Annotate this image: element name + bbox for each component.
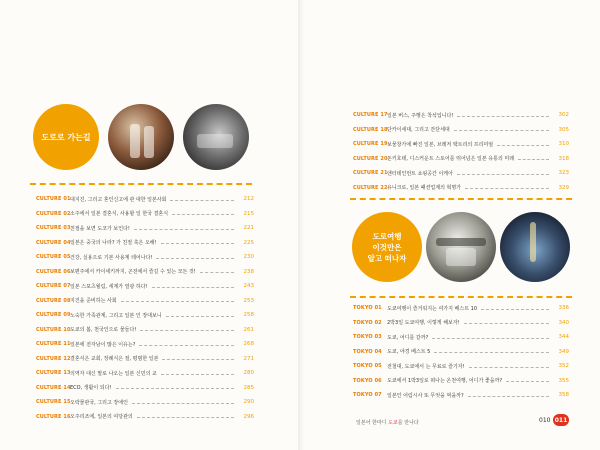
toc-leader	[161, 374, 234, 375]
toc-title: ECO, 생활이 되다!	[70, 385, 112, 392]
toc-tag: CULTURE 21	[353, 170, 388, 177]
toc-title: 일본 버스, 주행은 착석입니다!	[387, 112, 454, 119]
toc-leader	[434, 352, 549, 353]
toc-entry	[36, 294, 254, 309]
toc-page-number: 349	[558, 348, 569, 355]
toc-title: 전철대, 도쿄에서 는 무료로 즐기자!	[387, 363, 465, 370]
toc-leader	[132, 403, 234, 404]
toc-page-number: 230	[243, 254, 254, 261]
book-gutter	[298, 0, 304, 450]
toc-tag: TOKYO 03	[353, 334, 382, 341]
toc-entry	[36, 236, 254, 251]
right-dashed-rule	[350, 296, 572, 298]
toc-page-number: 344	[558, 334, 569, 341]
right-section-heading-circle	[352, 212, 422, 282]
toc-tag: CULTURE 07	[36, 283, 71, 290]
toc-title: 일본은 중국의 나라? 가 친절 혹은 오해!	[70, 240, 157, 247]
toc-entry	[36, 207, 254, 222]
toc-tag: CULTURE 17	[353, 112, 388, 119]
toc-page-number: 296	[243, 413, 254, 420]
toc-title: 엔터테인먼트 쇼핑공간 이케아	[387, 170, 453, 177]
right-top-dashed-rule	[350, 198, 572, 200]
toc-tag: CULTURE 22	[353, 184, 388, 191]
toc-title: 도쿄의 봄, 천국인으로 물들다!	[70, 327, 137, 334]
toc-tag: CULTURE 11	[36, 341, 71, 348]
toc-page-number: 280	[243, 370, 254, 377]
toc-tag: CULTURE 14	[36, 384, 71, 391]
toc-leader	[464, 323, 549, 324]
toc-title: 단카이세대, 그리고 잔단세대	[387, 127, 450, 134]
toc-leader	[469, 367, 549, 368]
toc-page-number: 258	[243, 312, 254, 319]
toc-tag: TOKYO 05	[353, 363, 382, 370]
toc-leader	[518, 159, 549, 160]
toc-page-number: 268	[243, 341, 254, 348]
toc-leader	[172, 214, 234, 215]
toc-leader	[152, 287, 234, 288]
toc-page-number: 253	[243, 297, 254, 304]
toc-entry	[36, 192, 254, 207]
running-footer	[356, 419, 419, 426]
toc-tag: CULTURE 16	[36, 413, 71, 420]
toc-title: 2박3일 도쿄여행, 이렇게 해보자!	[387, 320, 460, 327]
toc-page-number: 221	[243, 225, 254, 232]
toc-title: 일본인 어림시사 또 무엇을 먹을까?	[387, 392, 464, 399]
toc-leader	[465, 188, 549, 189]
toc-page-number: 355	[558, 377, 569, 384]
toc-tag: CULTURE 03	[36, 225, 71, 232]
toc-title: 오락물관국, 그리고 장애인	[70, 399, 128, 406]
toc-entry	[353, 330, 569, 345]
toc-title: 도쿄여행이 즐거워지는 여가지 베스트 10	[387, 305, 478, 312]
left-toc-list	[36, 192, 254, 424]
toc-page-number: 340	[558, 319, 569, 326]
toc-title: 일본 스포츠월림, 세계가 열광 하다!	[70, 283, 148, 290]
footer-text-after: 를 만나다	[397, 420, 419, 426]
toc-title: 보편주에서 카이세키까지, 곤전에서 즐길 수 있는 모든 것!	[70, 269, 196, 276]
toc-tag: TOKYO 06	[353, 377, 382, 384]
toc-tag: CULTURE 01	[36, 196, 71, 203]
toc-leader	[139, 345, 234, 346]
toc-tag: CULTURE 05	[36, 254, 71, 261]
right-photo-night-city	[500, 212, 570, 282]
left-photo-shrine	[183, 104, 249, 170]
toc-page-number: 271	[243, 355, 254, 362]
toc-page-number: 318	[558, 155, 569, 162]
toc-page-number: 215	[243, 210, 254, 217]
toc-entry	[36, 395, 254, 410]
toc-entry	[353, 388, 569, 403]
toc-entry	[36, 352, 254, 367]
toc-title: 의역자 대신 말로 나오는 일본 신민의 교	[70, 370, 157, 377]
toc-entry	[353, 359, 569, 374]
toc-page-number: 238	[243, 268, 254, 275]
toc-tag: CULTURE 15	[36, 399, 71, 406]
toc-tag: CULTURE 08	[36, 297, 71, 304]
toc-page-number: 285	[243, 384, 254, 391]
toc-tag: CULTURE 20	[353, 155, 388, 162]
toc-title: 지진을 준비하는 사회	[70, 298, 117, 305]
left-section-heading: 도로로 가는길	[41, 132, 91, 142]
toc-leader	[116, 388, 234, 389]
right-heading-line-2: 이것만은	[372, 242, 402, 252]
toc-entry	[36, 221, 254, 236]
toc-title: 돈키호테, 디스커운트 스토어를 뛰어넘은 일본 유통의 미래	[387, 156, 515, 163]
toc-leader	[454, 130, 549, 131]
toc-entry	[353, 108, 569, 123]
toc-page-number: 310	[558, 141, 569, 148]
toc-title: 도쿄, 어디를 갈까?	[387, 334, 429, 341]
toc-page-number: 352	[558, 363, 569, 370]
toc-page-number: 302	[558, 112, 569, 119]
toc-leader	[121, 301, 234, 302]
toc-title: 유니크로, 일본 패션업계의 혁명가	[387, 185, 461, 192]
toc-page-number: 305	[558, 126, 569, 133]
toc-entry	[36, 410, 254, 425]
toc-title: 도쿄, 야경 베스트 5	[387, 349, 431, 356]
toc-title: 오주리조에, 일본의 여당관의	[70, 414, 133, 421]
toc-page-number: 336	[558, 305, 569, 312]
toc-title: 건강, 실용으로 기본 사용계 테어나다!	[70, 254, 153, 261]
toc-entry	[353, 374, 569, 389]
right-toc-list	[353, 301, 569, 403]
toc-tag: TOKYO 02	[353, 319, 382, 326]
left-dashed-rule	[30, 183, 252, 185]
toc-title: 노숙한 가족관계, 그리고 일본 인 장대보니	[70, 312, 162, 319]
toc-entry	[36, 337, 254, 352]
right-heading-line-1: 도로여행	[372, 231, 402, 241]
toc-leader	[162, 359, 234, 360]
toc-leader	[457, 116, 549, 117]
toc-leader	[432, 338, 549, 339]
toc-entry	[353, 345, 569, 360]
toc-tag: CULTURE 06	[36, 268, 71, 275]
toc-tag: CULTURE 04	[36, 239, 71, 246]
toc-entry	[353, 166, 569, 181]
toc-entry	[353, 301, 569, 316]
footer-text-red: 도쿄	[388, 420, 398, 426]
toc-entry	[36, 250, 254, 265]
toc-leader	[497, 145, 549, 146]
toc-tag: TOKYO 07	[353, 392, 382, 399]
toc-page-number: 323	[558, 170, 569, 177]
toc-page-number: 329	[558, 184, 569, 191]
toc-leader	[134, 229, 234, 230]
left-section-heading-circle	[33, 104, 99, 170]
toc-entry	[353, 152, 569, 167]
left-photo-wedding	[108, 104, 174, 170]
toc-entry	[353, 181, 569, 196]
toc-tag: TOKYO 01	[353, 305, 382, 312]
toc-leader	[200, 272, 234, 273]
toc-leader	[140, 330, 234, 331]
toc-title: 대지진, 그리고 혼인신고에 관 대한 일본사회	[70, 196, 167, 203]
toc-page-number: 243	[243, 283, 254, 290]
toc-leader	[156, 258, 234, 259]
toc-entry	[36, 279, 254, 294]
toc-entry	[353, 316, 569, 331]
right-heading-line-3: 알고 떠나자	[367, 253, 407, 263]
footer-text-before: 일본어 한마디	[356, 420, 387, 426]
toc-page-number: 225	[243, 239, 254, 246]
toc-page-number: 261	[243, 326, 254, 333]
toc-entry	[353, 123, 569, 138]
toc-tag: CULTURE 02	[36, 210, 71, 217]
right-top-toc-list	[353, 108, 569, 195]
toc-tag: CULTURE 09	[36, 312, 71, 319]
toc-entry	[36, 308, 254, 323]
page-number-badge: 011	[553, 414, 569, 426]
toc-leader	[137, 417, 234, 418]
toc-tag: CULTURE 19	[353, 141, 388, 148]
toc-title: 친절을 보면 도코가 보인다!	[70, 225, 130, 232]
toc-title: 소주에서 일본 결혼식, 사용할 일 한국 결혼식	[70, 211, 169, 218]
toc-entry	[353, 137, 569, 152]
toc-leader	[468, 396, 549, 397]
toc-title: 일본에 전자남이 많은 이유는?	[70, 341, 136, 348]
toc-title: 도쿄에서 1박3일로 떠나는 온천여행, 어디가 좋을까?	[387, 378, 503, 385]
toc-entry	[36, 323, 254, 338]
right-photo-temple	[426, 212, 496, 282]
toc-page-number: 358	[558, 392, 569, 399]
toc-tag: CULTURE 10	[36, 326, 71, 333]
toc-entry	[36, 366, 254, 381]
toc-leader	[166, 316, 234, 317]
toc-leader	[161, 243, 234, 244]
toc-leader	[170, 200, 234, 201]
toc-tag: CULTURE 12	[36, 355, 71, 362]
toc-page-number: 212	[243, 196, 254, 203]
toc-leader	[506, 381, 549, 382]
toc-tag: CULTURE 18	[353, 126, 388, 133]
toc-tag: TOKYO 04	[353, 348, 382, 355]
toc-title: 보물창가에 빠진 일본, 브레저 택트리의 프리미엄	[387, 141, 494, 148]
page-number-left: 010	[539, 417, 551, 424]
toc-leader	[481, 309, 549, 310]
toc-leader	[457, 174, 549, 175]
toc-title: 결혼식은 교회, 장례식은 절, 평범한 일본	[70, 356, 159, 363]
toc-tag: CULTURE 13	[36, 370, 71, 377]
toc-entry	[36, 265, 254, 280]
toc-page-number: 290	[243, 399, 254, 406]
toc-entry	[36, 381, 254, 396]
